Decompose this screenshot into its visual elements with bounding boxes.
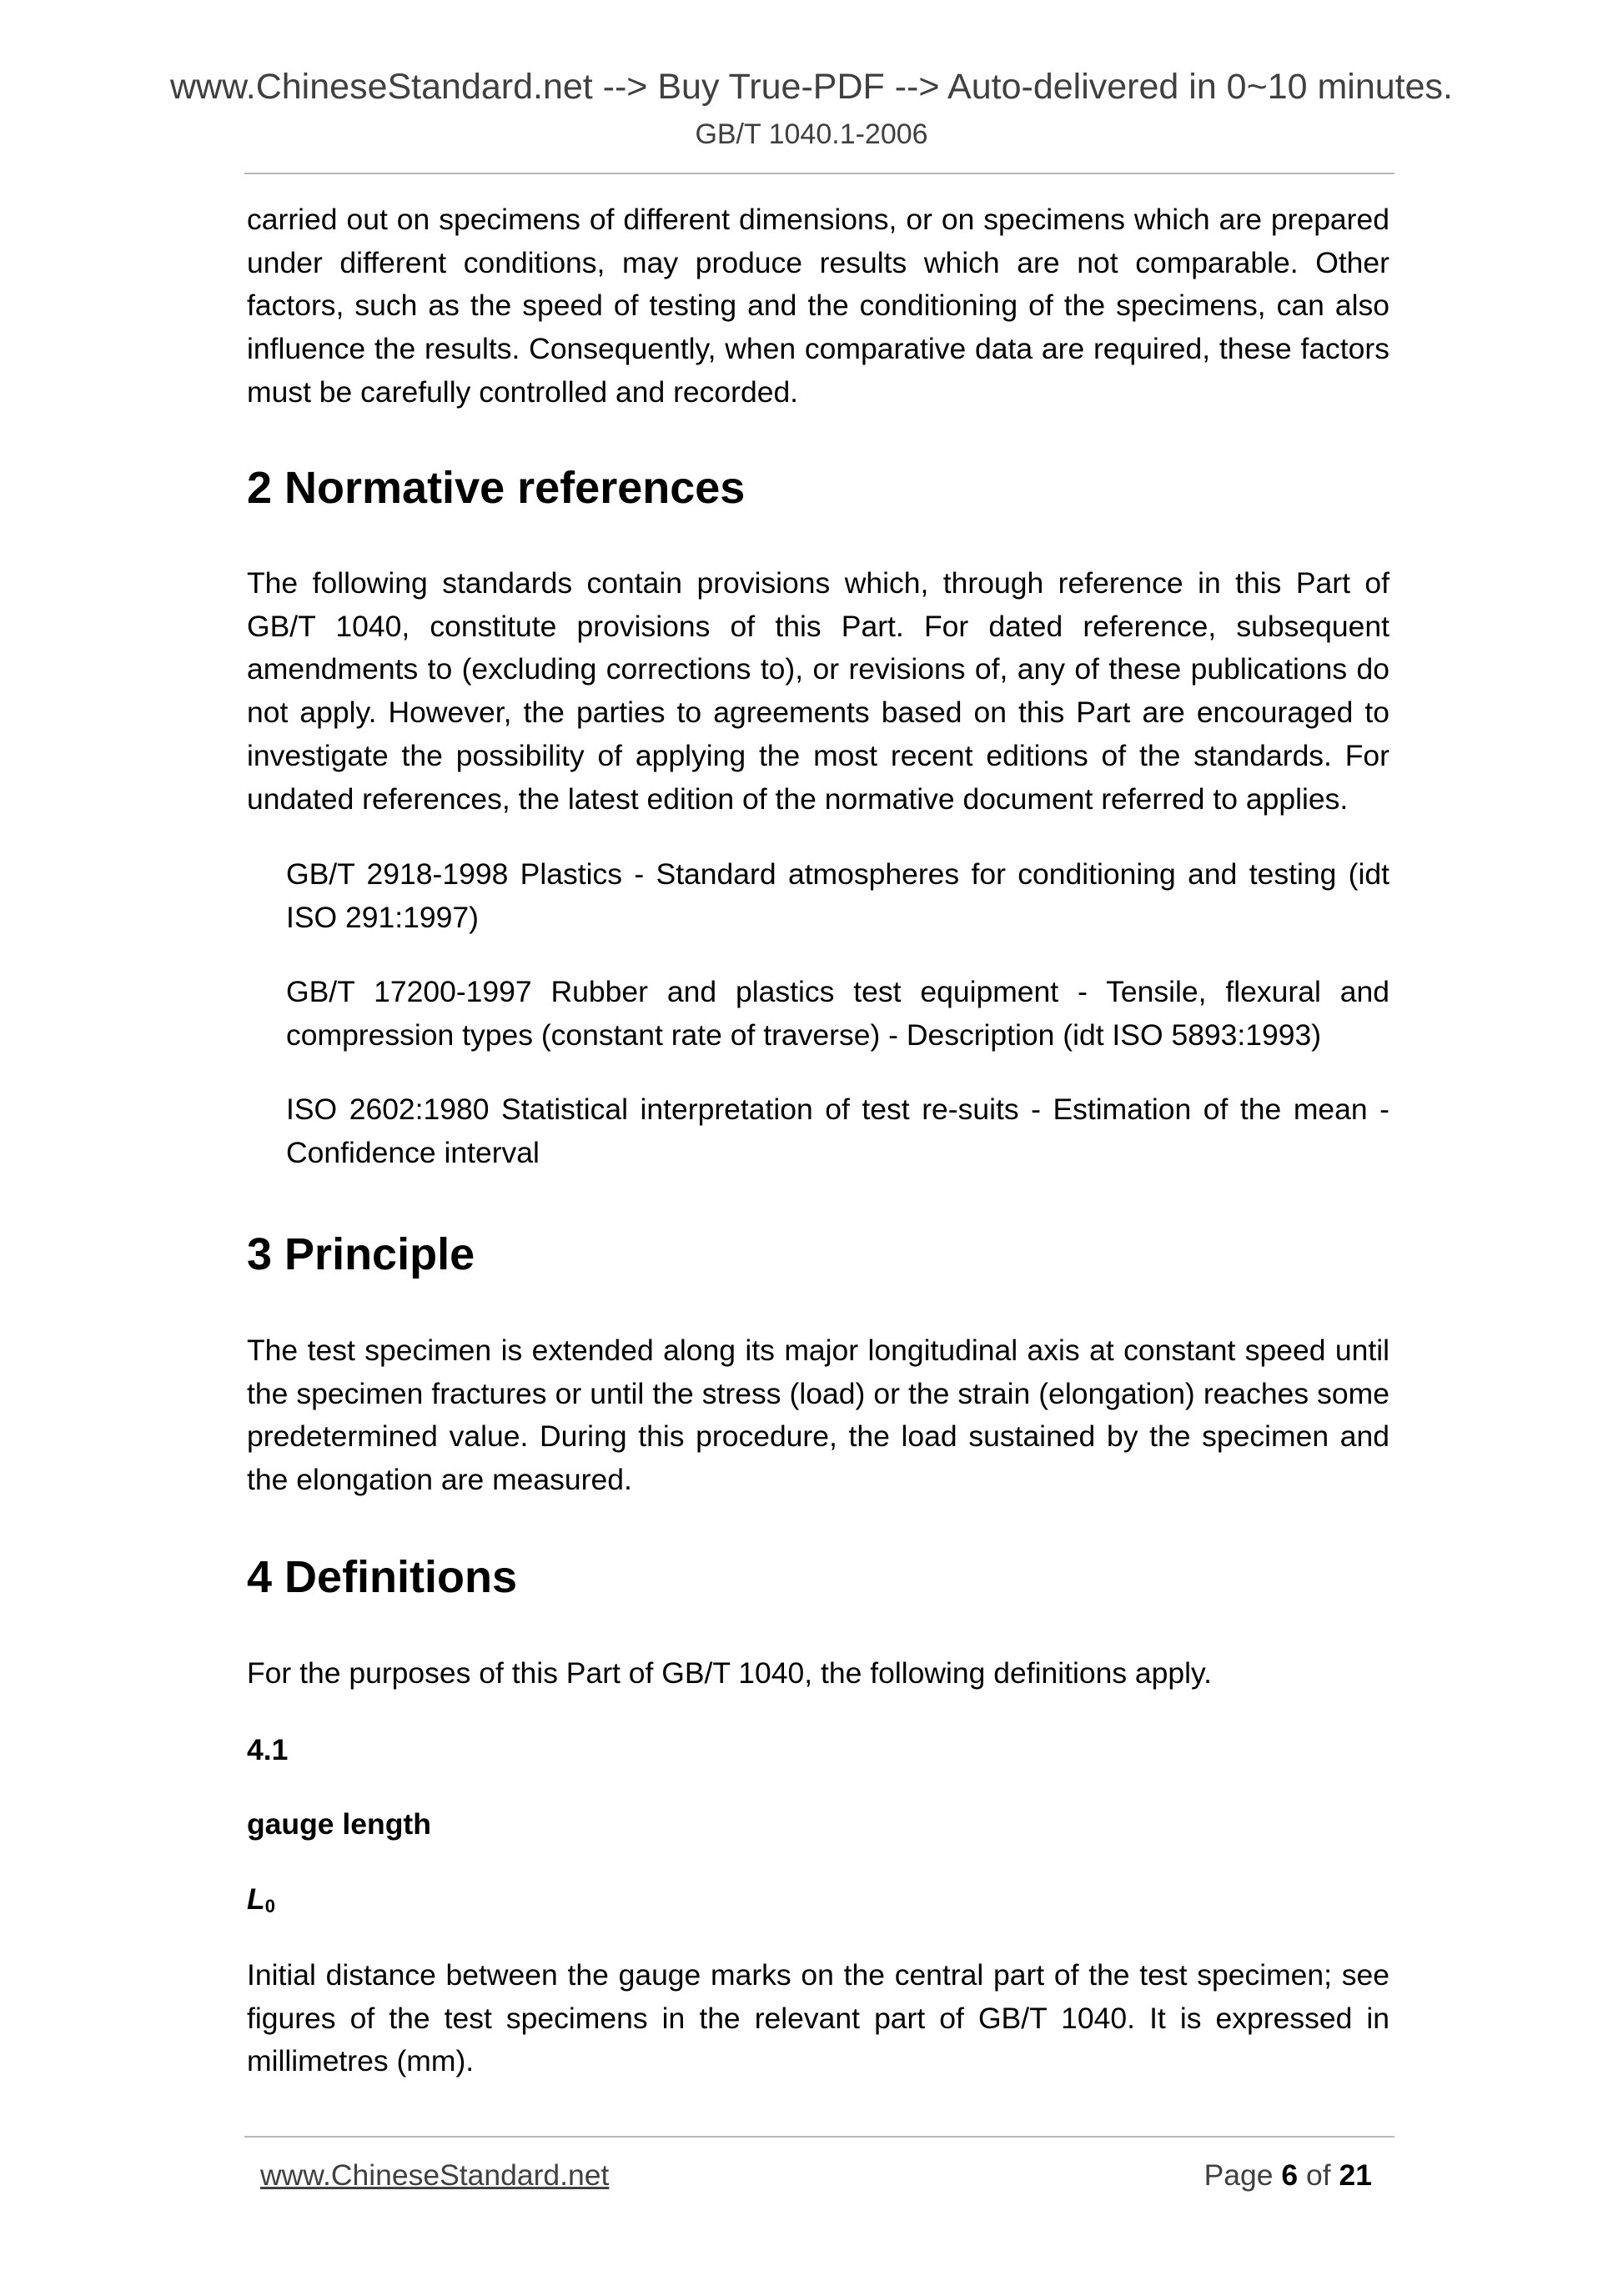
section-2-paragraph: The following standards contain provisions which, through reference in this Part of GB/T 1040, constitute provisions of this Part. For dated reference, subsequent amendments to (excluding corrections to), or revisions of, any of these publications do not apply. However, the parties to agreements based on this Part are encouraged to investigate the possibility of applying the most recent editions of the standards. For undated references, the latest edition of the normative document referred to applies. (247, 566, 1389, 816)
intro-paragraph: carried out on specimens of different dimensions, or on specimens which are prepared under different conditions, may produce results which are not comparable. Other factors, such as the speed of testing and the conditioning of the specimens, can also influence the results. Consequently, when comparative data are required, these factors must be carefully controlled and recorded. (247, 203, 1389, 409)
symbol-subscript: 0 (264, 1896, 275, 1917)
section-2-heading: 2 Normative references (247, 463, 746, 513)
reference-item: GB/T 17200-1997 Rubber and plastics test equipment - Tensile, flexural and compression types (constant rate of traverse) - Description (idt ISO 5893:1993) (286, 975, 1389, 1052)
footer-divider (244, 2136, 1394, 2138)
page-of: of (1306, 2158, 1331, 2192)
reference-item: GB/T 2918-1998 Plastics - Standard atmospheres for conditioning and testing (idt ISO 291:1997) (286, 857, 1389, 934)
page-indicator (1204, 2156, 1372, 2194)
definition-text: Initial distance between the gauge marks on the central part of the test specimen; see figures of the test specimens in the relevant part of GB/T 1040. It is expressed in millimetres (mm). (247, 1958, 1389, 2078)
reference-item: ISO 2602:1980 Statistical interpretation of test re-suits - Estimation of the mean - Confidence interval (286, 1093, 1389, 1169)
standard-number: GB/T 1040.1-2006 (695, 118, 928, 150)
term-label: gauge length (247, 1807, 431, 1841)
symbol-letter: L (247, 1882, 265, 1916)
section-4-paragraph: For the purposes of this Part of GB/T 1040, the following definitions apply. (247, 1656, 1213, 1690)
page-total: 21 (1339, 2158, 1372, 2192)
section-4-heading: 4 Definitions (247, 1552, 518, 1602)
section-3-heading: 3 Principle (247, 1229, 475, 1279)
header-banner: www.ChineseStandard.net --> Buy True-PDF --> Auto-delivered in 0~10 minutes. (169, 67, 1453, 107)
page-label: Page (1203, 2158, 1274, 2192)
term-symbol (247, 1880, 275, 1926)
section-3-paragraph: The test specimen is extended along its major longitudinal axis at constant speed until the specimen fractures or until the stress (load) or the strain (elongation) reaches some predetermined value. During this procedure, the load sustained by the specimen and the elongation are measured. (247, 1334, 1389, 1497)
clause-number: 4.1 (247, 1733, 289, 1766)
header-divider (244, 173, 1394, 174)
page-current: 6 (1281, 2158, 1299, 2192)
footer-site-link[interactable]: www.ChineseStandard.net (260, 2158, 610, 2192)
